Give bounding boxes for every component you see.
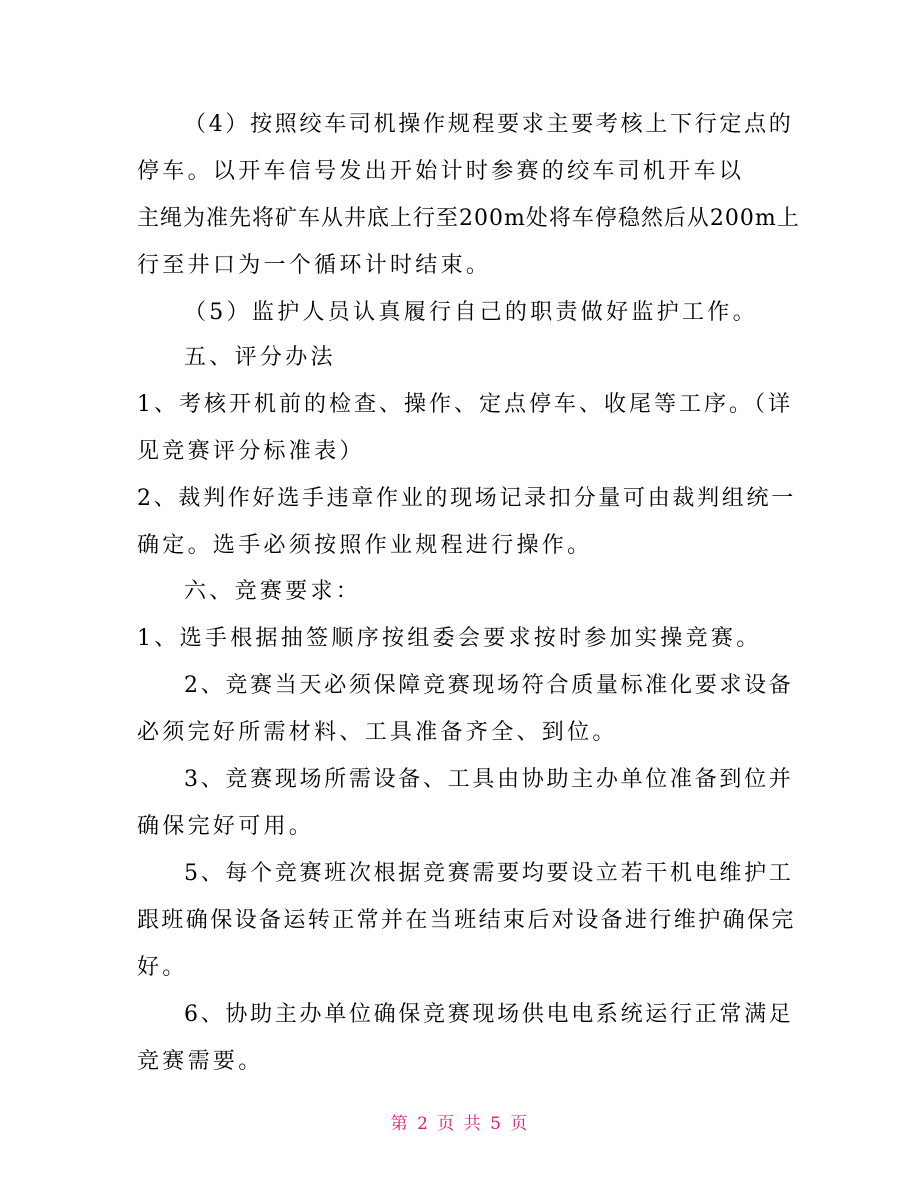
paragraph-line: 1、选手根据抽签顺序按组委会要求按时参加实操竞赛。 [137, 626, 762, 651]
paragraph-line: 2、裁判作好选手违章作业的现场记录扣分量可由裁判组统一 [137, 486, 796, 511]
paragraph-line: 3、竞赛现场所需设备、工具由协助主办单位准备到位并 [184, 767, 794, 792]
paragraph-line: （5）监护人员认真履行自己的职责做好监护工作。 [184, 300, 758, 325]
section-heading: 六、竞赛要求： [184, 579, 362, 604]
paragraph-line: 好。 [137, 955, 188, 980]
paragraph-line: 见竞赛评分标准表） [137, 439, 365, 464]
paragraph-line: 跟班确保设备运转正常并在当班结束后对设备进行维护确保完 [137, 908, 796, 933]
paragraph-line: 主绳为准先将矿车从井底上行至200m处将车停稳然后从200m上 [137, 206, 800, 231]
paragraph-line: 1、考核开机前的检查、操作、定点停车、收尾等工序。（详 [137, 392, 793, 417]
paragraph-line: 确定。选手必须按照作业规程进行操作。 [137, 533, 593, 558]
paragraph-line: 竞赛需要。 [137, 1049, 264, 1074]
paragraph-line: 确保完好可用。 [137, 814, 315, 839]
paragraph-line: 必须完好所需材料、工具准备齐全、到位。 [137, 720, 618, 745]
page-number-footer: 第 2 页 共 5 页 [390, 1114, 530, 1134]
paragraph-line: 行至井口为一个循环计时结束。 [137, 253, 492, 278]
paragraph-line: （4）按照绞车司机操作规程要求主要考核上下行定点的 [184, 112, 794, 137]
paragraph-line: 6、协助主办单位确保竞赛现场供电电系统运行正常满足 [184, 1002, 794, 1027]
paragraph-line: 2、竞赛当天必须保障竞赛现场符合质量标准化要求设备 [184, 673, 794, 698]
section-heading: 五、评分办法 [184, 345, 336, 370]
paragraph-line: 停车。以开车信号发出开始计时参赛的绞车司机开车以 [137, 159, 745, 184]
paragraph-line: 5、每个竞赛班次根据竞赛需要均要设立若干机电维护工 [184, 861, 794, 886]
